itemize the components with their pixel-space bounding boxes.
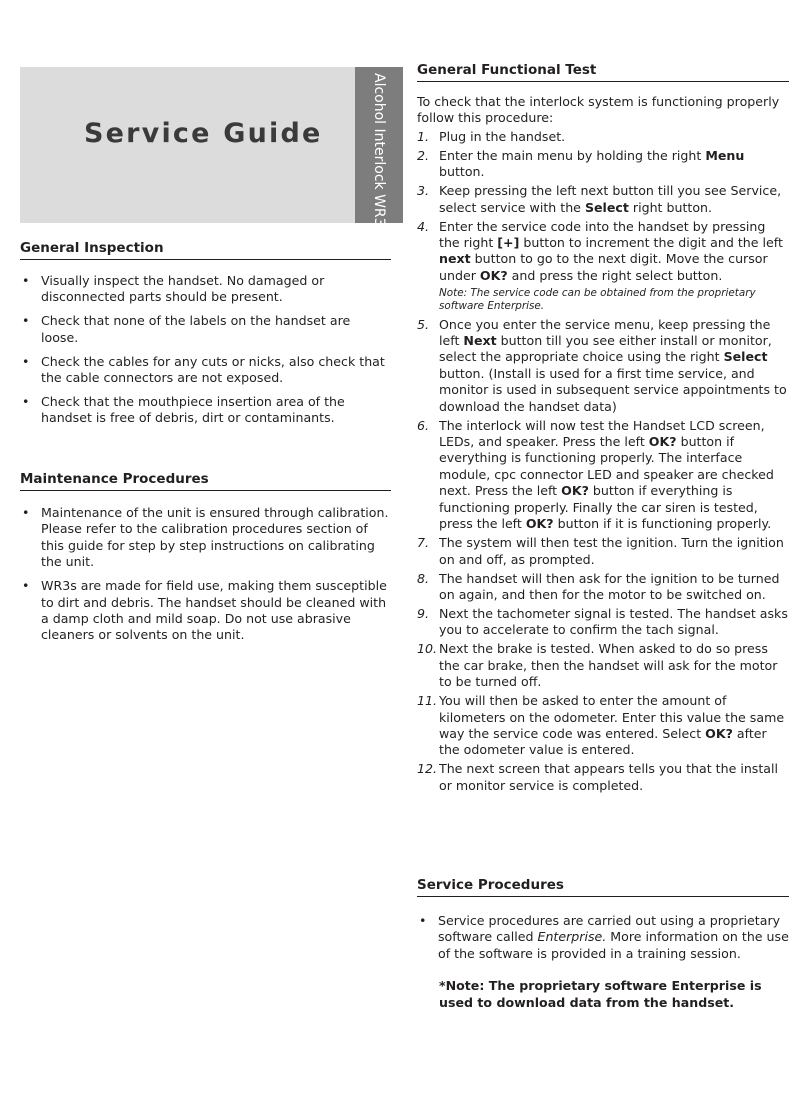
step-text: Next the tachometer signal is tested. The handset asks you to accelerate to confirm the tach signal.	[439, 605, 788, 638]
service-procedures-list	[417, 913, 789, 962]
product-side-tab	[355, 67, 403, 227]
list-item: • Check that none of the labels on the handset are loose.	[20, 313, 391, 346]
service-procedures-section	[417, 913, 789, 1011]
general-functional-test-section	[417, 94, 789, 797]
step-emphasis: OK?	[648, 434, 677, 450]
service-text-end: More information on the use of the software is provided in a training session.	[438, 929, 789, 961]
step-text: Enter the main menu by holding the right	[439, 147, 706, 163]
step-item	[417, 761, 789, 794]
step-item	[417, 183, 789, 216]
step-text: button if it is functioning properly.	[553, 516, 772, 532]
step-emphasis: OK?	[525, 516, 554, 532]
step-text: The system will then test the ignition. Turn the ignition on and off, as prompted.	[439, 535, 784, 567]
step-text: button if everything is functioning properly. The interface module, cpc connector LED and speaker are checked next. Press the left	[439, 434, 774, 499]
list-item: • Visually inspect the handset. No damaged or disconnected parts should be present.	[20, 273, 391, 306]
step-text: button to increment the digit and the left	[519, 235, 783, 251]
step-text: right button.	[628, 199, 713, 215]
step-item	[417, 693, 789, 759]
step-number: 9.	[417, 605, 430, 621]
step-emphasis: Select	[723, 349, 768, 365]
step-number: 10.	[417, 641, 438, 657]
step-item	[417, 317, 789, 415]
service-procedures-heading: Service Procedures	[417, 876, 789, 897]
step-text: button to go to the next digit. Move the cursor under	[439, 251, 768, 283]
step-text: The interlock will now test the Handset LCD screen, LEDs, and speaker. Press the left	[439, 417, 765, 450]
step-text: Plug in the handset.	[439, 128, 566, 144]
product-name: Alcohol Interlock WR3	[371, 73, 387, 227]
service-text-software: Enterprise.	[537, 929, 607, 945]
general-inspection-list	[20, 273, 391, 427]
step-item	[417, 219, 789, 285]
step-text: You will then be asked to enter the amount of kilometers on the odometer. Enter this value the same way the service code was entered. Select	[439, 693, 785, 741]
step-number: 1.	[417, 128, 430, 144]
step-emphasis: Next	[463, 333, 497, 349]
list-item	[417, 913, 789, 962]
step-emphasis: [+]	[497, 235, 520, 251]
service-guide-banner	[20, 67, 403, 227]
page-title: Service Guide	[84, 118, 323, 149]
step-item	[417, 418, 789, 533]
step-text: and press the right select button.	[507, 267, 723, 283]
step-item	[417, 129, 789, 145]
step-emphasis: Menu	[705, 147, 745, 163]
step-emphasis: Select	[584, 199, 629, 215]
general-functional-test-heading: General Functional Test	[417, 61, 789, 82]
step-text: after the odometer value is entered.	[439, 725, 767, 758]
functional-test-steps	[417, 129, 789, 794]
step-item	[417, 606, 789, 639]
step-number: 8.	[417, 570, 430, 586]
list-item: • Check the cables for any cuts or nicks, also check that the cable connectors are not exposed.	[20, 354, 391, 387]
step-number: 7.	[417, 535, 430, 551]
step-emphasis: next	[439, 251, 471, 267]
step-number: 12.	[417, 761, 438, 777]
general-inspection-heading: General Inspection	[20, 239, 391, 260]
step-number: 5.	[417, 316, 430, 332]
step-text: button till you see either install or monitor, select the appropriate choice using the right	[439, 333, 772, 365]
step-item	[417, 571, 789, 604]
step-number: 6.	[417, 417, 430, 433]
list-item: • WR3s are made for field use, making them susceptible to dirt and debris. The handset should be cleaned with a damp cloth and mild soap. Do not use abrasive cleaners or solvents on the unit.	[20, 578, 391, 644]
general-inspection-section	[20, 273, 391, 434]
step-item	[417, 641, 789, 690]
list-item: • Check that the mouthpiece insertion area of the handset is free of debris, dirt or contaminants.	[20, 394, 391, 427]
functional-test-intro: To check that the interlock system is functioning properly follow this procedure:	[417, 94, 780, 126]
step-text: The handset will then ask for the ignition to be turned on again, and then for the motor to be switched on.	[439, 570, 780, 602]
step-number: 4.	[417, 218, 430, 234]
step-emphasis: OK?	[561, 483, 589, 499]
step-item	[417, 148, 789, 181]
step-text: Once you enter the service menu, keep pressing the left	[439, 316, 771, 349]
step-emphasis: OK?	[705, 725, 733, 741]
service-text-start: Service procedures are carried out using a proprietary software called	[438, 913, 781, 945]
maintenance-procedures-heading: Maintenance Procedures	[20, 470, 391, 491]
step-text: button if everything is functioning properly. Finally the car siren is tested, press the left	[439, 483, 758, 532]
step-text: Enter the service code into the handset by pressing the right	[439, 218, 766, 251]
maintenance-list	[20, 505, 391, 644]
service-code-note: Note: The service code can be obtained from the proprietary software Enterprise.	[439, 286, 756, 313]
list-item: • Maintenance of the unit is ensured through calibration. Please refer to the calibration procedures section of this guide for step by step instructions on calibrating the unit.	[20, 505, 391, 571]
step-text: button.	[439, 164, 485, 180]
step-number: 3.	[417, 183, 430, 199]
step-text: The next screen that appears tells you that the install or monitor service is completed.	[439, 761, 779, 793]
step-number: 2.	[417, 147, 430, 163]
step-text: Next the brake is tested. When asked to do so press the car brake, then the handset will ask for the motor to be turned off.	[439, 641, 778, 690]
step-text: Keep pressing the left next button till you see Service, select service with the	[439, 183, 782, 215]
maintenance-procedures-section	[20, 505, 391, 651]
enterprise-note: *Note: The proprietary software Enterprise is used to download data from the handset.	[439, 978, 762, 1010]
step-number: 11.	[417, 693, 438, 709]
step-emphasis: OK?	[479, 267, 508, 283]
step-item	[417, 535, 789, 568]
step-text: button. (Install is used for a first time service, and monitor is used in subsequent service appointments to download the handset data)	[439, 365, 787, 414]
